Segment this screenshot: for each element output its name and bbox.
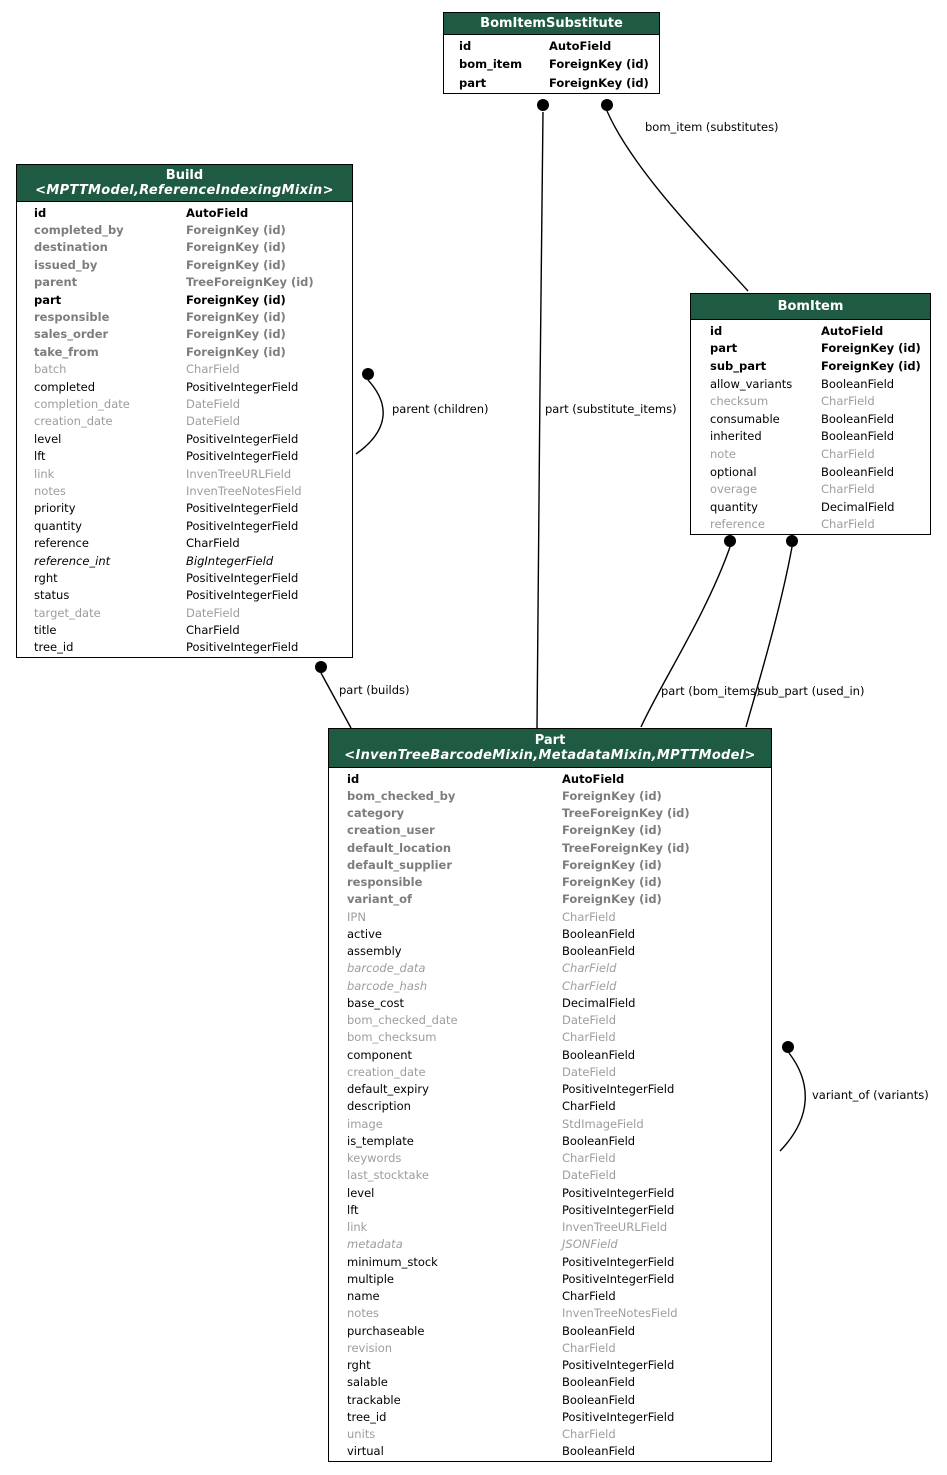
- field-name: default_location: [347, 840, 452, 855]
- field-row-status: [17, 587, 352, 604]
- table-header: [444, 13, 659, 35]
- field-name: completed: [34, 379, 96, 394]
- field-row-multiple: [329, 1270, 771, 1287]
- field-name: reference: [710, 517, 765, 532]
- field-row-reference: [691, 516, 930, 534]
- field-row-optional: [691, 463, 930, 481]
- field-type: CharField: [562, 978, 617, 993]
- model-table-bomitemsubstitute: [443, 12, 660, 94]
- field-type: CharField: [562, 1099, 616, 1114]
- field-name: metadata: [347, 1237, 403, 1252]
- field-name: part: [710, 341, 738, 356]
- table-title: Part: [534, 733, 566, 748]
- field-type: AutoField: [549, 39, 612, 54]
- field-name: tree_id: [347, 1409, 387, 1424]
- model-table-build: [16, 164, 353, 658]
- field-row-name: [329, 1288, 771, 1305]
- field-type: PositiveIntegerField: [186, 501, 299, 516]
- field-name: link: [347, 1220, 368, 1235]
- field-row-tree_id: [17, 639, 352, 656]
- model-table-bomitem: [690, 293, 931, 535]
- field-row-reference_int: [17, 552, 352, 569]
- field-type: CharField: [562, 1427, 616, 1442]
- table-title: BomItem: [777, 299, 844, 314]
- field-row-id: [17, 204, 352, 221]
- field-row-checksum: [691, 392, 930, 410]
- field-name: reference_int: [34, 553, 111, 568]
- field-row-level: [329, 1184, 771, 1201]
- field-type: PositiveIntegerField: [562, 1409, 675, 1424]
- field-name: lft: [347, 1202, 359, 1217]
- field-type: BooleanField: [821, 376, 895, 391]
- field-row-responsible: [329, 874, 771, 891]
- edge-part-bom-items: [641, 547, 730, 727]
- field-row-purchaseable: [329, 1322, 771, 1339]
- edge-part-builds: [321, 673, 351, 728]
- field-row-minimum_stock: [329, 1253, 771, 1270]
- field-type: BooleanField: [562, 944, 636, 959]
- field-name: id: [459, 39, 472, 54]
- field-type: CharField: [562, 909, 616, 924]
- field-type: InvenTreeNotesField: [562, 1306, 678, 1321]
- field-type: ForeignKey (id): [562, 857, 662, 872]
- field-name: creation_date: [347, 1064, 426, 1079]
- table-subtitle: <MPTTModel,ReferenceIndexingMixin>: [35, 183, 334, 198]
- field-name: responsible: [347, 875, 423, 890]
- field-type: BooleanField: [562, 1047, 636, 1062]
- field-row-notes: [329, 1305, 771, 1322]
- field-name: image: [347, 1116, 383, 1131]
- field-type: ForeignKey (id): [186, 327, 286, 342]
- field-row-description: [329, 1098, 771, 1115]
- field-name: trackable: [347, 1392, 401, 1407]
- field-name: barcode_hash: [347, 978, 428, 993]
- field-row-take_from: [17, 343, 352, 360]
- field-type: StdImageField: [562, 1116, 644, 1131]
- field-name: virtual: [347, 1444, 384, 1459]
- field-type: PositiveIntegerField: [562, 1202, 675, 1217]
- field-row-trackable: [329, 1391, 771, 1408]
- field-row-level: [17, 430, 352, 447]
- field-type: ForeignKey (id): [186, 310, 286, 325]
- table-subtitle: <InvenTreeBarcodeMixin,MetadataMixin,MPTTModel>: [344, 748, 756, 763]
- field-name: assembly: [347, 944, 402, 959]
- field-name: inherited: [710, 429, 762, 444]
- field-name: bom_checked_by: [347, 788, 456, 803]
- field-name: optional: [710, 464, 757, 479]
- field-type: AutoField: [562, 771, 625, 786]
- field-type: BooleanField: [562, 1392, 636, 1407]
- field-row-inherited: [691, 428, 930, 446]
- edge-label-part-bom-items: part (bom_items): [661, 684, 761, 698]
- field-name: base_cost: [347, 995, 405, 1010]
- field-row-bom_checked_by: [329, 787, 771, 804]
- field-type: DateField: [562, 1013, 617, 1028]
- field-name: batch: [34, 362, 67, 377]
- field-type: PositiveIntegerField: [562, 1082, 675, 1097]
- field-name: sales_order: [34, 327, 109, 342]
- field-type: AutoField: [821, 323, 884, 338]
- field-name: completion_date: [34, 396, 130, 411]
- field-name: barcode_data: [347, 961, 426, 976]
- field-name: priority: [34, 501, 76, 516]
- field-row-bom_checked_date: [329, 1012, 771, 1029]
- field-type: TreeForeignKey (id): [186, 275, 314, 290]
- field-name: status: [34, 588, 70, 603]
- table-fields: [329, 768, 771, 1461]
- field-row-variant_of: [329, 891, 771, 908]
- field-row-completed_by: [17, 221, 352, 238]
- field-type: DateField: [186, 414, 241, 429]
- field-type: CharField: [562, 1151, 616, 1166]
- edge-dot: [537, 99, 549, 111]
- edge-label-part-builds: part (builds): [339, 683, 410, 697]
- field-type: ForeignKey (id): [549, 75, 649, 90]
- field-type: ForeignKey (id): [821, 341, 921, 356]
- field-row-assembly: [329, 943, 771, 960]
- field-name: creation_user: [347, 823, 435, 838]
- field-row-target_date: [17, 604, 352, 621]
- field-row-creation_user: [329, 822, 771, 839]
- field-row-rght: [329, 1357, 771, 1374]
- field-name: bom_checked_date: [347, 1013, 458, 1028]
- field-type: ForeignKey (id): [186, 257, 286, 272]
- table-title: Build: [165, 168, 204, 183]
- field-type: InvenTreeURLField: [562, 1220, 668, 1235]
- field-name: category: [347, 806, 405, 821]
- field-name: revision: [347, 1340, 393, 1355]
- field-name: id: [347, 771, 360, 786]
- field-type: BooleanField: [562, 926, 636, 941]
- field-type: CharField: [186, 536, 240, 551]
- table-fields: [691, 320, 930, 534]
- field-type: DecimalField: [562, 995, 636, 1010]
- field-name: quantity: [34, 518, 82, 533]
- field-row-batch: [17, 361, 352, 378]
- field-name: overage: [710, 482, 758, 497]
- table-header: [17, 165, 352, 202]
- edge-label-part-substitute-items: part (substitute_items): [545, 402, 677, 416]
- field-row-salable: [329, 1374, 771, 1391]
- field-row-barcode_hash: [329, 977, 771, 994]
- field-name: IPN: [347, 909, 366, 924]
- field-type: BooleanField: [821, 429, 895, 444]
- field-row-default_expiry: [329, 1081, 771, 1098]
- field-row-id: [691, 322, 930, 340]
- field-row-quantity: [691, 498, 930, 516]
- field-row-rght: [17, 569, 352, 586]
- field-type: ForeignKey (id): [549, 57, 649, 72]
- field-row-part: [17, 291, 352, 308]
- field-row-bom_checksum: [329, 1029, 771, 1046]
- field-row-lft: [17, 447, 352, 464]
- field-type: PositiveIntegerField: [562, 1185, 675, 1200]
- edge-label-variant-of-variants: variant_of (variants): [812, 1088, 929, 1102]
- edge-dot: [315, 661, 327, 673]
- field-name: purchaseable: [347, 1323, 425, 1338]
- field-name: quantity: [710, 499, 758, 514]
- field-name: id: [34, 205, 47, 220]
- field-type: CharField: [821, 394, 875, 409]
- field-type: PositiveIntegerField: [186, 431, 299, 446]
- field-row-issued_by: [17, 256, 352, 273]
- field-type: DateField: [186, 396, 241, 411]
- field-row-sales_order: [17, 326, 352, 343]
- field-type: DateField: [562, 1168, 617, 1183]
- edge-dot: [786, 535, 798, 547]
- field-row-responsible: [17, 308, 352, 325]
- field-row-default_location: [329, 839, 771, 856]
- field-type: BooleanField: [562, 1323, 636, 1338]
- field-type: PositiveIntegerField: [186, 449, 299, 464]
- field-row-quantity: [17, 517, 352, 534]
- field-type: CharField: [186, 623, 240, 638]
- table-header: [691, 294, 930, 320]
- field-name: creation_date: [34, 414, 113, 429]
- field-type: BooleanField: [562, 1444, 636, 1459]
- field-row-virtual: [329, 1443, 771, 1460]
- field-name: link: [34, 466, 55, 481]
- edge-sub-part-used-in: [746, 547, 792, 727]
- edge-part-substitute-items: [537, 112, 543, 728]
- field-name: checksum: [710, 394, 769, 409]
- field-row-title: [17, 621, 352, 638]
- field-name: id: [710, 323, 723, 338]
- field-row-part: [691, 340, 930, 358]
- field-type: ForeignKey (id): [562, 788, 662, 803]
- field-row-notes: [17, 482, 352, 499]
- field-type: PositiveIntegerField: [562, 1254, 675, 1269]
- field-row-tree_id: [329, 1408, 771, 1425]
- table-header: [329, 729, 771, 768]
- field-type: PositiveIntegerField: [562, 1271, 675, 1286]
- field-type: ForeignKey (id): [562, 892, 662, 907]
- field-row-destination: [17, 239, 352, 256]
- field-name: rght: [34, 570, 58, 585]
- field-row-completion_date: [17, 395, 352, 412]
- field-name: is_template: [347, 1133, 414, 1148]
- field-name: note: [710, 446, 736, 461]
- field-type: ForeignKey (id): [562, 875, 662, 890]
- field-type: ForeignKey (id): [186, 344, 286, 359]
- field-name: responsible: [34, 310, 110, 325]
- field-name: keywords: [347, 1151, 402, 1166]
- field-type: PositiveIntegerField: [562, 1358, 675, 1373]
- field-row-completed: [17, 378, 352, 395]
- field-name: default_supplier: [347, 857, 453, 872]
- field-type: BigIntegerField: [186, 553, 274, 568]
- field-row-lft: [329, 1201, 771, 1218]
- edge-dot: [782, 1041, 794, 1053]
- field-type: PositiveIntegerField: [186, 518, 299, 533]
- field-name: level: [347, 1185, 375, 1200]
- table-fields: [17, 202, 352, 657]
- field-row-id: [329, 770, 771, 787]
- edge-dot: [601, 99, 613, 111]
- field-type: BooleanField: [821, 464, 895, 479]
- field-row-link: [17, 465, 352, 482]
- field-type: CharField: [562, 1030, 616, 1045]
- field-name: rght: [347, 1358, 371, 1373]
- field-name: variant_of: [347, 892, 412, 907]
- field-name: default_expiry: [347, 1082, 429, 1097]
- table-fields: [444, 35, 659, 93]
- field-name: notes: [34, 483, 66, 498]
- field-row-barcode_data: [329, 960, 771, 977]
- field-row-category: [329, 805, 771, 822]
- field-type: JSONField: [562, 1237, 618, 1252]
- field-type: BooleanField: [562, 1375, 636, 1390]
- field-name: consumable: [710, 411, 780, 426]
- field-type: PositiveIntegerField: [186, 570, 299, 585]
- field-row-image: [329, 1115, 771, 1132]
- field-type: BooleanField: [562, 1133, 636, 1148]
- edge-label-bom-item-substitutes: bom_item (substitutes): [645, 120, 779, 134]
- model-table-part: [328, 728, 772, 1462]
- field-type: TreeForeignKey (id): [562, 840, 690, 855]
- field-row-IPN: [329, 908, 771, 925]
- field-row-id: [444, 37, 659, 55]
- field-row-keywords: [329, 1150, 771, 1167]
- field-name: level: [34, 431, 62, 446]
- table-title: BomItemSubstitute: [480, 16, 623, 31]
- field-type: CharField: [186, 362, 240, 377]
- field-row-active: [329, 925, 771, 942]
- field-name: part: [459, 75, 487, 90]
- field-name: description: [347, 1099, 411, 1114]
- field-type: CharField: [562, 1340, 616, 1355]
- field-name: name: [347, 1289, 380, 1304]
- field-row-sub_part: [691, 357, 930, 375]
- field-name: component: [347, 1047, 413, 1062]
- field-name: last_stocktake: [347, 1168, 429, 1183]
- field-name: multiple: [347, 1271, 394, 1286]
- edge-label-sub-part-used-in: sub_part (used_in): [758, 684, 865, 698]
- field-name: title: [34, 623, 57, 638]
- field-type: CharField: [562, 961, 617, 976]
- field-name: units: [347, 1427, 376, 1442]
- edge-parent-children-loop: [356, 380, 383, 454]
- field-row-component: [329, 1046, 771, 1063]
- field-type: AutoField: [186, 205, 249, 220]
- field-type: ForeignKey (id): [186, 223, 286, 238]
- field-name: destination: [34, 240, 108, 255]
- field-type: CharField: [821, 482, 875, 497]
- field-type: ForeignKey (id): [186, 292, 286, 307]
- field-name: minimum_stock: [347, 1254, 438, 1269]
- field-row-consumable: [691, 410, 930, 428]
- field-name: lft: [34, 449, 46, 464]
- field-row-metadata: [329, 1236, 771, 1253]
- field-type: CharField: [821, 517, 875, 532]
- field-type: InvenTreeURLField: [186, 466, 292, 481]
- field-name: part: [34, 292, 62, 307]
- field-row-base_cost: [329, 994, 771, 1011]
- edge-label-parent-children: parent (children): [392, 402, 489, 416]
- edge-variant-of-variants-loop: [780, 1053, 805, 1151]
- field-row-part: [444, 74, 659, 92]
- edge-dot: [362, 368, 374, 380]
- field-row-last_stocktake: [329, 1167, 771, 1184]
- field-type: CharField: [821, 446, 875, 461]
- field-type: DateField: [562, 1064, 617, 1079]
- field-row-overage: [691, 480, 930, 498]
- field-row-link: [329, 1219, 771, 1236]
- field-name: issued_by: [34, 257, 98, 272]
- field-type: PositiveIntegerField: [186, 588, 299, 603]
- field-type: InvenTreeNotesField: [186, 483, 302, 498]
- field-row-priority: [17, 500, 352, 517]
- field-name: bom_item: [459, 57, 523, 72]
- field-row-creation_date: [17, 413, 352, 430]
- field-row-revision: [329, 1339, 771, 1356]
- field-name: bom_checksum: [347, 1030, 437, 1045]
- edge-bom-item-substitutes: [607, 111, 748, 291]
- field-type: ForeignKey (id): [562, 823, 662, 838]
- field-type: TreeForeignKey (id): [562, 806, 690, 821]
- field-row-is_template: [329, 1132, 771, 1149]
- field-type: PositiveIntegerField: [186, 640, 299, 655]
- field-name: notes: [347, 1306, 379, 1321]
- field-row-default_supplier: [329, 856, 771, 873]
- field-type: ForeignKey (id): [186, 240, 286, 255]
- field-name: tree_id: [34, 640, 74, 655]
- field-row-creation_date: [329, 1063, 771, 1080]
- field-type: DecimalField: [821, 499, 895, 514]
- field-name: completed_by: [34, 223, 124, 238]
- field-name: active: [347, 926, 382, 941]
- field-row-parent: [17, 274, 352, 291]
- edge-dot: [724, 535, 736, 547]
- field-type: BooleanField: [821, 411, 895, 426]
- field-row-units: [329, 1426, 771, 1443]
- field-row-bom_item: [444, 55, 659, 73]
- field-name: take_from: [34, 344, 99, 359]
- field-name: salable: [347, 1375, 388, 1390]
- field-name: sub_part: [710, 358, 767, 373]
- field-row-allow_variants: [691, 375, 930, 393]
- field-row-reference: [17, 534, 352, 551]
- field-type: ForeignKey (id): [821, 358, 921, 373]
- field-type: PositiveIntegerField: [186, 379, 299, 394]
- field-name: allow_variants: [710, 376, 793, 391]
- field-type: CharField: [562, 1289, 616, 1304]
- field-row-note: [691, 445, 930, 463]
- field-type: DateField: [186, 605, 241, 620]
- field-name: target_date: [34, 605, 101, 620]
- field-name: parent: [34, 275, 78, 290]
- field-name: reference: [34, 536, 89, 551]
